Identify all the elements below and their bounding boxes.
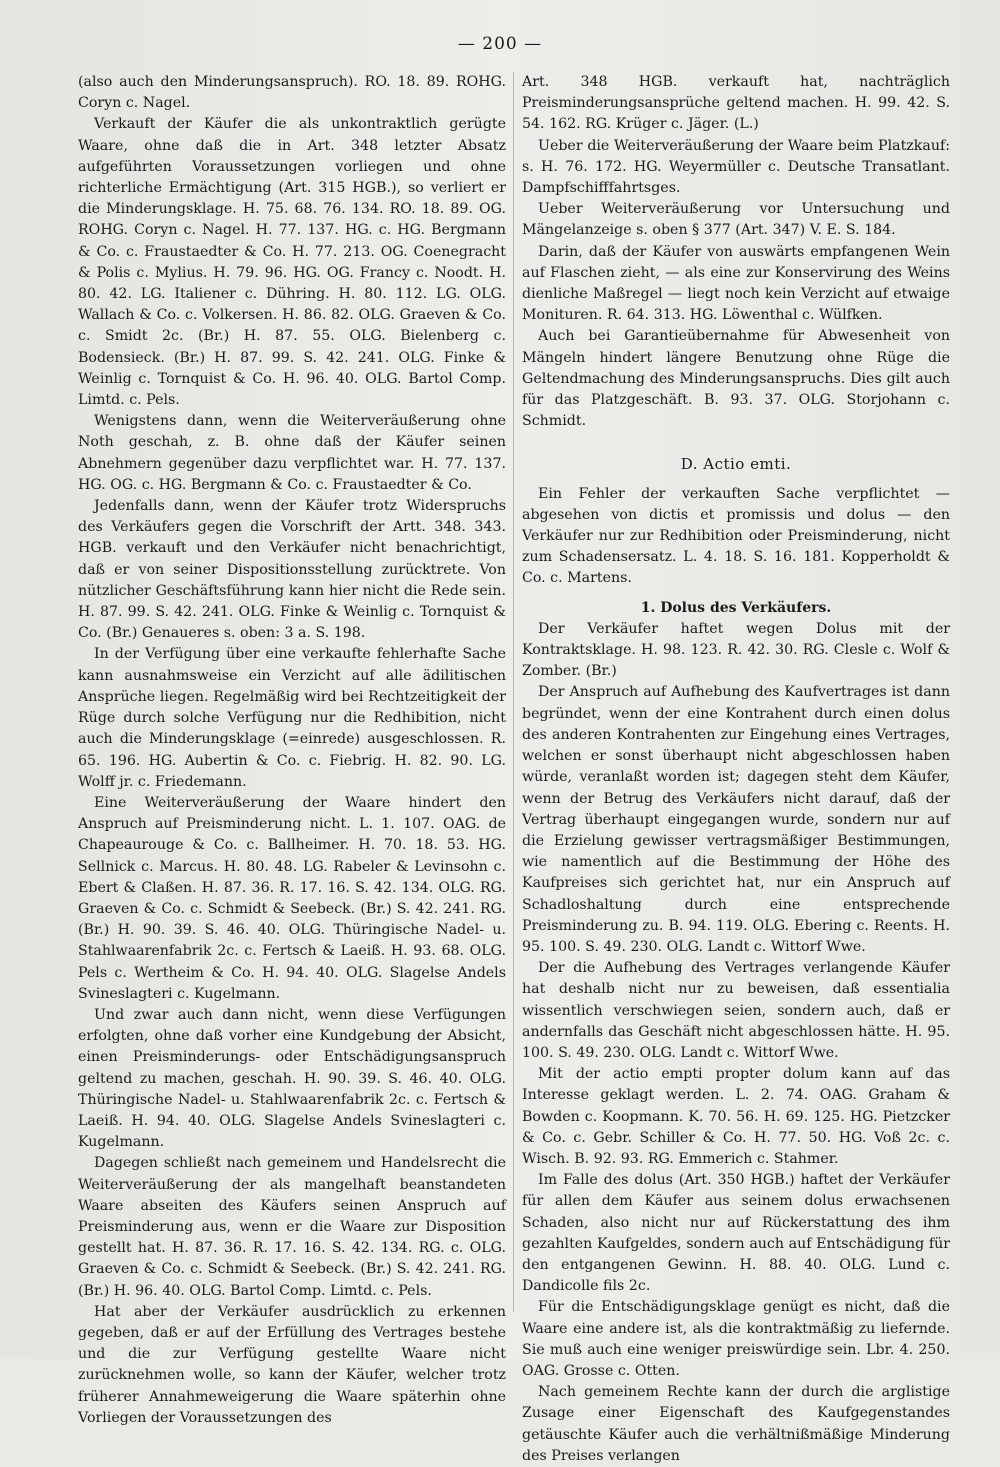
paragraph: Mit der actio empti propter dolum kann auf das Interesse geklagt werden. L. 2. 74. OAG. Graham & Bowden c. Koopmann. K. 70. 56. H. 69. 125. HG. Pietzcker & Co. c. Gebr. Schiller & Co. H. 77. 50. HG. Voß 2c. c. Wisch. B. 92. 93. RG. Emmerich c. Stahmer. <box>522 1066 950 1167</box>
paragraph: Verkauft der Käufer die als unkontraktlich gerügte Waare, ohne daß die in Art. 348 letzter Absatz aufgeführten Voraussetzungen vorliegen und ohne richterliche Ermächtigung (Art. 315 HGB.), so verliert er die Minderungsklage. H. 75. 68. 76. 134. RO. 18. 89. OG. ROHG. Coryn c. Nagel. H. 77. 137. HG. c. HG. Bergmann & Co. c. Fraustaedter & Co. H. 77. 213. OG. Coenegracht & Polis c. Mylius. H. 79. 96. HG. OG. Francy c. Noodt. H. 80. 42. LG. Italiener c. Dühring. H. 80. 112. LG. OLG. Wallach & Co. c. Volkersen. H. 86. 82. OLG. Graeven & Co. c. Smidt 2c. (Br.) H. 87. 55. OLG. Bielenberg c. Bodensieck. (Br.) H. 87. 99. S. 42. 241. OLG. Finke & Weinlig c. Tornquist & Co. H. 96. 40. OLG. Bartol Comp. Limtd. c. Pels. <box>78 116 506 409</box>
paragraph: Darin, daß der Käufer von auswärts empfangenen Wein auf Flaschen zieht, — als eine zur Konservirung des Weins dienliche Maßregel — liegt noch kein Verzicht auf etwaige Monituren. R. 64. 313. HG. Löwenthal c. Wülfken. <box>522 243 950 324</box>
paragraph: Und zwar auch dann nicht, wenn diese Verfügungen erfolgten, ohne daß vorher eine Kundgebung der Absicht, einen Preisminderungs- oder Entschädigungsanspruch geltend zu machen, geschah. H. 90. 39. S. 46. 40. OLG. Thüringische Nadel- u. Stahlwaarenfabrik 2c. c. Fertsch & Laeiß. H. 94. 40. OLG. Slagelse Andels Svineslagteri c. Kugelmann. <box>78 1006 506 1151</box>
subsection-heading: 1. Dolus des Verkäufers. <box>640 599 832 616</box>
paragraph: (also auch den Minderungsanspruch). RO. 18. 89. ROHG. Coryn c. Nagel. <box>78 74 506 112</box>
paragraph: Art. 348 HGB. verkauft hat, nachträglich Preisminderungsansprüche geltend machen. H. 99. 42. S. 54. 162. RG. Krüger c. Jäger. (L.) <box>522 74 950 133</box>
paragraph: Ueber Weiterveräußerung vor Untersuchung und Mängelanzeige s. oben § 377 (Art. 347) V. E. S. 184. <box>522 201 950 239</box>
paragraph: Der die Aufhebung des Vertrages verlangende Käufer hat deshalb nicht nur zu beweisen, daß essentialia wissentlich verschwiegen seien, sondern auch, daß er andernfalls das Geschäft nicht abgeschlossen hätte. H. 95. 100. S. 49. 230. OLG. Landt c. Wittorf Wwe. <box>522 960 950 1061</box>
page-number: — 200 — <box>457 34 543 54</box>
section-heading: D. Actio emti. <box>680 455 792 474</box>
paragraph: Eine Weiterveräußerung der Waare hindert den Anspruch auf Preisminderung nicht. L. 1. 107. OAG. de Chapeaurouge & Co. c. Ballheimer. H. 70. 18. 53. HG. Sellnick c. Marcus. H. 80. 48. LG. Rabeler & Levinsohn c. Ebert & Claßen. H. 87. 36. R. 17. 16. S. 42. 134. OLG. RG. Graeven & Co. c. Schmidt & Seebeck. (Br.) S. 42. 241. RG. (Br.) H. 90. 39. S. 46. 40. OLG. Thüringische Nadel- u. Stahlwaarenfabrik 2c. c. Fertsch & Laeiß. H. 93. 68. OLG. Pels c. Wertheim & Co. H. 94. 40. OLG. Slagelse Andels Svineslagteri c. Kugelmann. <box>78 794 506 1002</box>
paragraph: Der Verkäufer haftet wegen Dolus mit der Kontraktsklage. H. 98. 123. R. 42. 30. RG. Clesle c. Wolf & Zomber. (Br.) <box>522 620 950 680</box>
left-column <box>78 72 506 1429</box>
paragraph: In der Verfügung über eine verkaufte fehlerhafte Sache kann ausnahmsweise ein Verzicht auf alle ädilitischen Ansprüche liegen. Regelmäßig wird bei Rechtzeitigkeit der Rüge durch solche Verfügung nur die Redhibition, nicht auch die Minderungsklage (=einrede) ausgeschlossen. R. 65. 196. HG. Aubertin & Co. c. Fiebrig. H. 82. 90. LG. Wolff jr. c. Friedemann. <box>78 646 506 790</box>
paragraph: Hat aber der Verkäufer ausdrücklich zu erkennen gegeben, daß er auf der Erfüllung des Vertrages bestehe und die zur Verfügung gestellte Waare nicht zurücknehmen wolle, so kann der Käufer, welcher trotz früherer Annahmeweigerung die Waare späterhin ohne Vorliegen der Voraussetzungen des <box>78 1303 506 1426</box>
paragraph: Ein Fehler der verkauften Sache verpflichtet — abgesehen von dictis et promissis und dolus — den Verkäufer nur zur Redhibition oder Preisminderung, nicht zum Schadensersatz. L. 4. 18. S. 16. 181. Kopperholdt & Co. c. Martens. <box>522 485 950 587</box>
right-column <box>522 72 950 1467</box>
paragraph: Der Anspruch auf Aufhebung des Kaufvertrages ist dann begründet, wenn der eine Kontrahent durch einen dolus des anderen Kontrahenten zur Eingehung eines Vertrages, welchen er sonst überhaupt nicht abgeschlossen haben würde, veranlaßt worden ist; dagegen steht dem Käufer, wenn der Betrug des Verkäufers nicht darauf, daß der Vertrag überhaupt eingegangen wurde, sondern nur auf die Erzielung gewisser vertragsmäßiger Bestimmungen, wie namentlich auf die Bestimmung der Höhe des Kaufpreises sich gerichtet hat, nur ein Anspruch auf Schadloshaltung durch eine entsprechende Preisminderung zu. B. 94. 119. OLG. Ebering c. Reents. H. 95. 100. S. 49. 230. OLG. Landt c. Wittorf Wwe. <box>522 684 950 955</box>
paragraph: Dagegen schließt nach gemeinem und Handelsrecht die Weiterveräußerung der als mangelhaft beanstandeten Waare abseiten des Käufers seinen Anspruch auf Preisminderung aus, wenn er die Waare zur Disposition gestellt hat. H. 87. 36. R. 17. 16. S. 42. 134. RG. c. OLG. Graeven & Co. c. Schmidt & Seebeck. (Br.) S. 42. 241. RG. (Br.) H. 96. 40. OLG. Bartol Comp. Limtd. c. Pels. <box>78 1155 506 1299</box>
paragraph: Jedenfalls dann, wenn der Käufer trotz Widerspruchs des Verkäufers gegen die Vorschrift der Artt. 348. 343. HGB. verkauft und den Verkäufer nicht benachrichtigt, daß er von seiner Dispositionsstellung zurücktrete. Von nützlicher Geschäftsführung kann hier nicht die Rede sein. H. 87. 99. S. 42. 241. OLG. Finke & Weinlig c. Tornquist & Co. (Br.) Genaueres s. oben: 3 a. S. 198. <box>78 498 506 642</box>
column-divider <box>513 72 514 1312</box>
paragraph: Im Falle des dolus (Art. 350 HGB.) haftet der Verkäufer für allen dem Käufer aus seinem dolus erwachsenen Schaden, also nicht nur auf Rückerstattung des ihm gezahlten Kaufgeldes, sondern auch auf Entschädigung für den entgangenen Gewinn. H. 88. 40. OLG. Lund c. Dandicolle fils 2c. <box>522 1172 950 1295</box>
paragraph: Nach gemeinem Rechte kann der durch die arglistige Zusage einer Eigenschaft des Kaufgegenstandes getäuschte Käufer auch die verhältnißmäßige Minderung des Preises verlangen <box>522 1384 950 1464</box>
paragraph: Ueber die Weiterveräußerung der Waare beim Platzkauf: s. H. 76. 172. HG. Weyermüller c. Deutsche Transatlant. Dampfschifffahrtsges. <box>522 137 950 197</box>
paragraph: Auch bei Garantieübernahme für Abwesenheit von Mängeln hindert längere Benutzung ohne Rüge die Geltendmachung des Minderungsanspruchs. Dies gilt auch für das Platzgeschäft. B. 93. 37. OLG. Storjohann c. Schmidt. <box>522 328 950 430</box>
paragraph: Wenigstens dann, wenn die Weiterveräußerung ohne Noth geschah, z. B. ohne daß der Käufer seinen Abnehmern gegenüber dazu verpflichtet war. H. 77. 137. HG. OG. c. HG. Bergmann & Co. c. Fraustaedter & Co. <box>78 413 506 493</box>
paragraph: Für die Entschädigungsklage genügt es nicht, daß die Waare eine andere ist, als die kontraktmäßig zu liefernde. Sie muß auch eine weniger preiswürdige sein. Lbr. 4. 250. OAG. Grosse c. Otten. <box>522 1299 950 1379</box>
